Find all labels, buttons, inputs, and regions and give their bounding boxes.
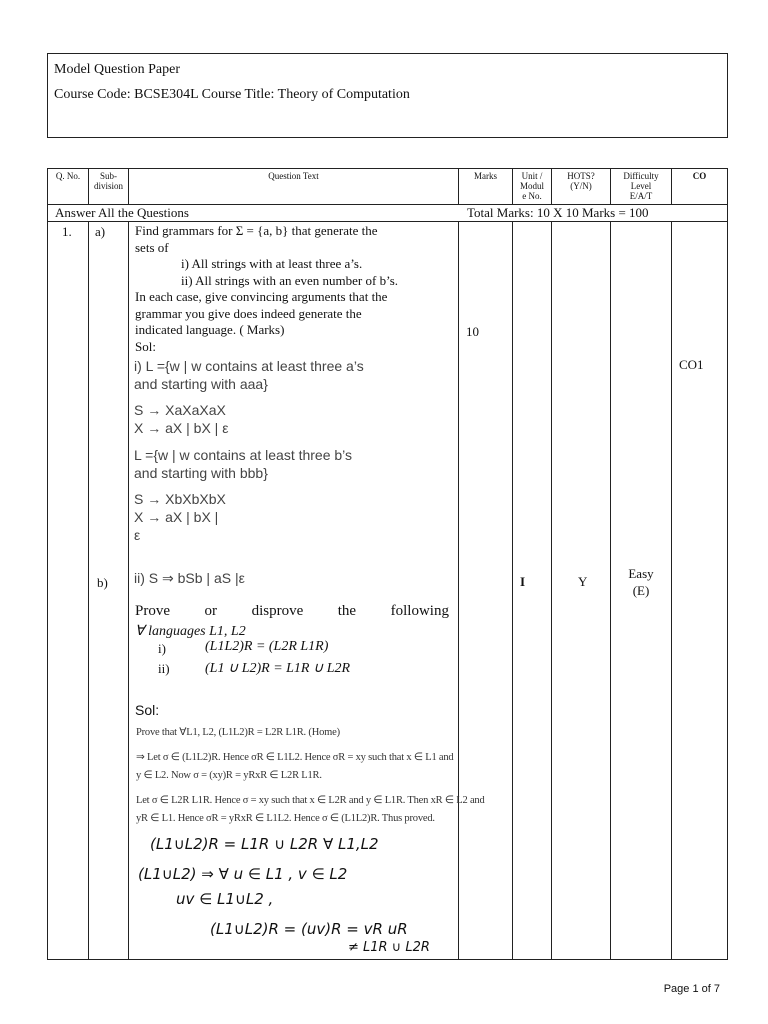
difficulty-value: Easy	[628, 566, 654, 581]
handwritten-line-1: (L1∪L2)R = L1R ∪ L2R ∀ L1,L2	[150, 835, 379, 853]
qb-item-ii-label: ii)	[158, 661, 170, 676]
qa-line-7: indicated language. ( Marks)	[135, 322, 285, 337]
col-unit: Unit / Modul e No.	[519, 171, 544, 201]
qb-item-ii: (L1 ∪ L2)R = L1R ∪ L2R	[205, 661, 351, 676]
qb-sol-label: Sol:	[135, 702, 160, 718]
proof-line-3: y ∈ L2. Now σ = (xy)R = yRxR ∈ L2R L1R.	[136, 770, 322, 781]
hots-value: Y	[578, 574, 588, 589]
paper-title: Model Question Paper	[54, 62, 180, 77]
sol-a-line-7: S → XbXbXbX	[134, 491, 226, 507]
proof-line-1: Prove that ∀L1, L2, (L1L2)R = L2R L1R. (Home)	[136, 727, 340, 738]
qb-forall-line: ∀ languages L1, L2	[135, 624, 246, 639]
co-value: CO1	[679, 357, 704, 372]
question-number: 1.	[62, 224, 72, 239]
sol-a-line-2: and starting with aaa}	[134, 376, 268, 392]
qa-line-4: ii) All strings with an even number of b’s.	[181, 273, 399, 288]
qb-word-1: Prove	[135, 603, 170, 619]
col-hots: HOTS? (Y/N)	[567, 171, 595, 191]
sol-a-line-1: i) L ={w | w contains at least three a’s	[134, 358, 364, 374]
instruction-text: Answer All the Questions	[55, 205, 189, 220]
qa-line-5: In each case, give convincing arguments that the	[135, 289, 388, 304]
qb-word-3: disprove	[251, 603, 304, 619]
qb-word-5: following	[390, 603, 449, 619]
sol-a-line-8: X → aX | bX |	[134, 509, 219, 525]
qa-line-6: grammar you give does indeed generate the	[135, 306, 362, 321]
handwritten-line-3: uv ∈ L1∪L2 ,	[176, 890, 274, 908]
difficulty-code: (E)	[632, 583, 650, 598]
qa-line-1: Find grammars for Σ = {a, b} that generate the	[135, 223, 378, 238]
unit-value: I	[520, 574, 526, 589]
col-difficulty: Difficulty Level E/A/T	[623, 171, 659, 201]
course-info: Course Code: BCSE304L Course Title: Theory of Computation	[54, 87, 410, 102]
proof-line-4: Let σ ∈ L2R L1R. Hence σ = xy such that x ∈ L2R and y ∈ L1R. Then xR ∈ L2 and	[136, 795, 485, 806]
qb-item-i: (L1L2)R = (L2R L1R)	[205, 639, 329, 654]
qa-line-2: sets of	[135, 240, 169, 255]
proof-line-2: ⇒ Let σ ∈ (L1L2)R. Hence σR ∈ L1L2. Hence σR = xy such that x ∈ L1 and	[136, 752, 454, 763]
qa-line-3: i) All strings with at least three a’s.	[181, 256, 363, 271]
sol-a-line-10: ii) S ⇒ bSb | aS |ε	[134, 570, 245, 586]
sol-a-line-9: ε	[134, 527, 141, 543]
handwritten-line-2: (L1∪L2) ⇒ ∀ u ∈ L1 , v ∈ L2	[138, 865, 348, 883]
qb-prompt	[135, 603, 449, 620]
sol-a-line-4: X → aX | bX | ε	[134, 420, 229, 436]
col-qno: Q. No.	[55, 171, 81, 181]
col-marks: Marks	[474, 171, 497, 181]
col-subdivision: Sub- division	[93, 171, 123, 191]
qb-item-i-label: i)	[158, 641, 166, 656]
qb-word-4: the	[337, 603, 357, 619]
qa-sol-label: Sol:	[135, 339, 156, 354]
proof-line-5: yR ∈ L1. Hence σR = yRxR ∈ L1L2. Hence σ ∈ (L1L2)R. Thus proved.	[136, 813, 435, 824]
col-question-text: Question Text	[268, 171, 319, 181]
subdivision-a: a)	[95, 224, 106, 239]
col-co: CO	[692, 171, 707, 181]
handwritten-line-5: ≠ L1R ∪ L2R	[348, 940, 430, 955]
header-box	[47, 53, 728, 138]
total-marks: Total Marks: 10 X 10 Marks = 100	[467, 205, 649, 220]
sol-a-line-6: and starting with bbb}	[134, 465, 268, 481]
page-number: Page 1 of 7	[663, 983, 720, 995]
sol-a-line-5: L ={w | w contains at least three b’s	[134, 447, 353, 463]
sol-a-line-3: S → XaXaXaX	[134, 402, 226, 418]
qb-word-2: or	[204, 603, 218, 619]
subdivision-b: b)	[97, 575, 108, 590]
handwritten-line-4: (L1∪L2)R = (uv)R = vR uR	[210, 920, 408, 938]
marks-value: 10	[466, 324, 479, 339]
